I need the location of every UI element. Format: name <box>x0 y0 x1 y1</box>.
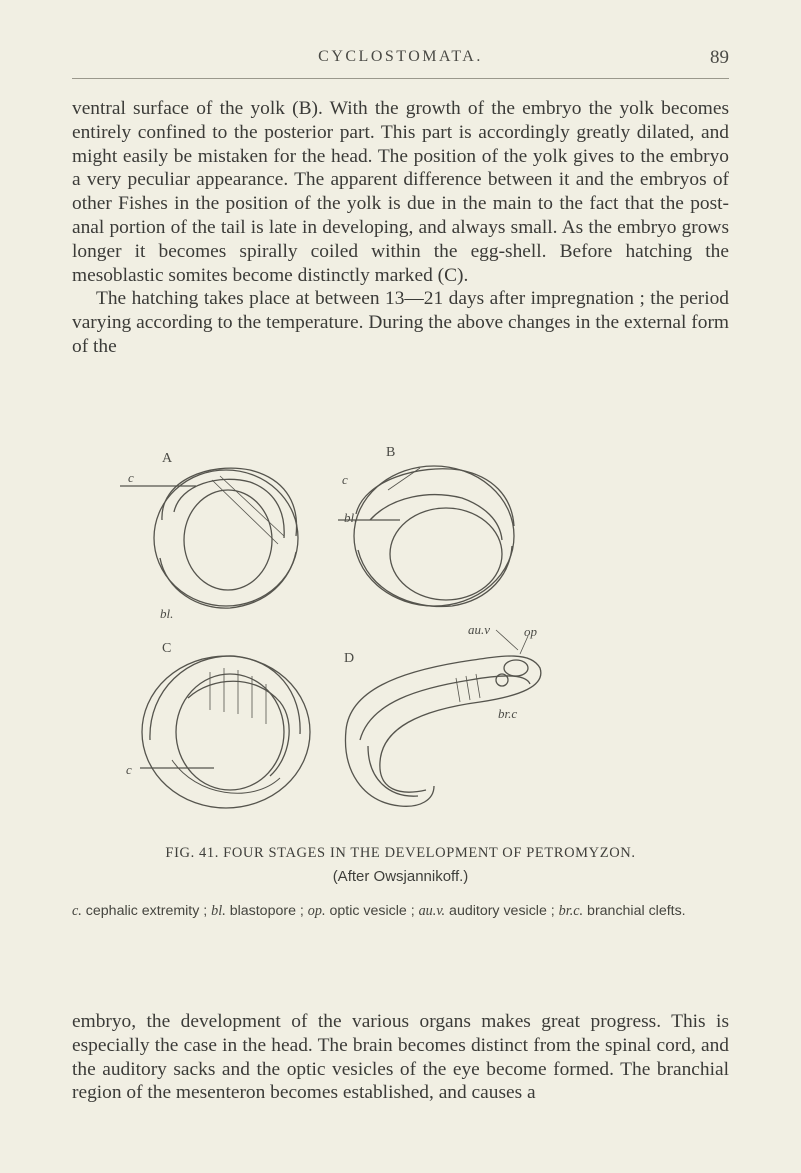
legend-abbr: op. <box>307 903 326 919</box>
legend-text: cephalic extremity ; <box>81 903 212 919</box>
legend-abbr: bl. <box>211 903 226 919</box>
label-bl-b: bl. <box>344 510 358 525</box>
embryo-stages-illustration <box>100 440 720 820</box>
panel-label-c: C <box>162 641 172 656</box>
panel-label-b: B <box>386 445 396 460</box>
body-paragraph-1 <box>72 97 729 359</box>
stage-c-drawing <box>140 656 310 808</box>
label-op: op <box>524 624 537 639</box>
label-auv: au.v <box>468 622 491 637</box>
paragraph-text-continued: The hatching takes place at between 13—21 days after impregnation ; the period varying according to the temperature. During the above changes in the external form of the <box>72 288 729 357</box>
page-header <box>0 48 801 84</box>
running-head: CYCLOSTOMATA. <box>318 48 483 65</box>
label-c-b: c <box>342 472 348 487</box>
figure-caption-source: (After Owsjannikoff.) <box>332 868 469 885</box>
legend-text: auditory vesicle ; <box>445 903 559 919</box>
stage-b-drawing <box>338 466 514 607</box>
panel-label-d: D <box>344 651 355 666</box>
page-number: 89 <box>710 47 729 68</box>
legend-text: blastopore ; <box>225 903 308 919</box>
legend-abbr: au.v. <box>418 903 446 919</box>
header-rule <box>72 78 729 79</box>
label-bl-a: bl. <box>160 606 174 621</box>
label-brc: br.c <box>498 706 518 721</box>
legend-text: branchial clefts. <box>583 903 686 919</box>
stage-a-drawing <box>120 468 298 608</box>
label-c-a: c <box>128 470 134 485</box>
legend-text: optic vesicle ; <box>325 903 419 919</box>
figure-legend <box>72 901 729 922</box>
label-c-c: c <box>126 762 132 777</box>
paragraph-text: ventral surface of the yolk (B). With the growth of the embryo the yolk becomes entirely confined to the posterior part. This part is accordingly greatly dilated, and might easily be mistaken for the head. The position of the yolk gives to the embryo a very peculiar appearance. The apparent difference between it and the embryos of other Fishes in the position of the yolk is due in the main to the fact that the post-anal portion of the tail is late in developing, and always small. As the embryo grows longer it becomes spirally coiled within the egg-shell. Before hatching the mesoblastic somites become distinctly marked (C). <box>72 98 729 286</box>
legend-abbr: c. <box>72 903 82 919</box>
figure-41 <box>100 440 720 820</box>
figure-caption-title: FIG. 41. FOUR STAGES IN THE DEVELOPMENT OF PETROMYZON. <box>165 845 636 861</box>
panel-label-a: A <box>162 451 173 466</box>
legend-abbr: br.c. <box>558 903 584 919</box>
body-paragraph-2: embryo, the development of the various organs makes great progress. This is especially the case in the head. The brain becomes distinct from the spinal cord, and the auditory sacks and the optic vesicles of the eye become formed. The branchial region of the mesenteron becomes established, and causes a <box>72 1011 729 1104</box>
